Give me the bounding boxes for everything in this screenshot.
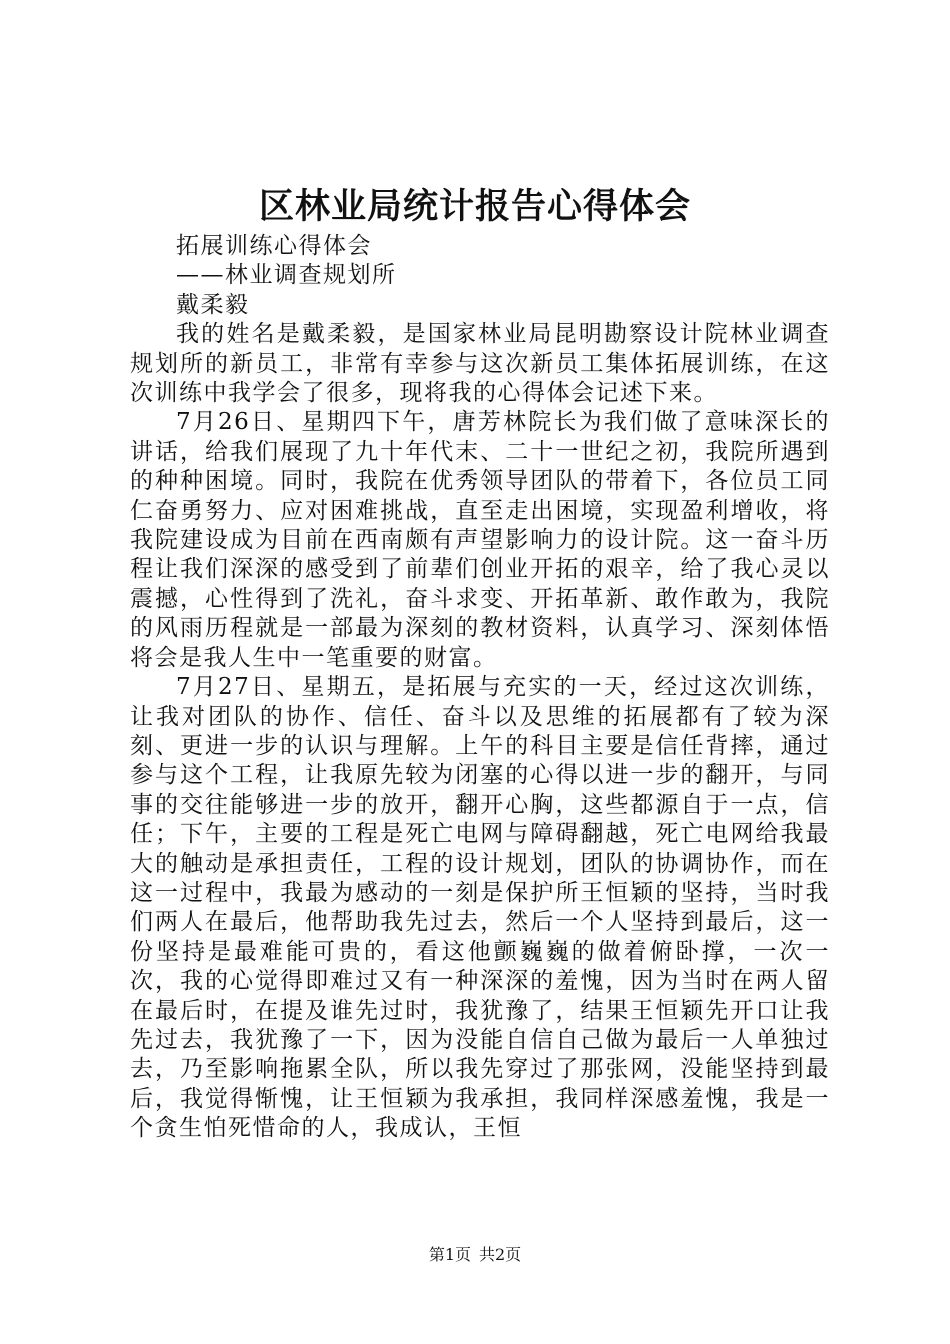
paragraph: 7月27日、星期五，是拓展与充实的一天，经过这次训练，让我对团队的协作、信任、奋斗以及思维的拓展都有了较为深刻、更进一步的认识与理解。上午的科目主要是信任背摔，通过参与这个工程，让我原先较为闭塞的心得以进一步的翻开，与同事的交往能够进一步的放开，翻开心胸，这些都源自于一点，信任；下午，主要的工程是死亡电网与障碍翻越，死亡电网给我最大的触动是承担责任，工程的设计规划，团队的协调协作，而在这一过程中，我最为感动的一刻是保护所王恒颖的坚持，当时我们两人在最后，他帮助我先过去，然后一个人坚持到最后，这一份坚持是最难能可贵的，看这他颤巍巍的做着俯卧撑，一次一次，我的心觉得即难过又有一种深深的羞愧，因为当时在两人留在最后时，在提及谁先过时，我犹豫了，结果王恒颖先开口让我先过去，我犹豫了一下，因为没能自信自己做为最后一人单独过去，乃至影响拖累全队，所以我先穿过了那张网，没能坚持到最后，我觉得惭愧，让王恒颖为我承担，我同样深感羞愧，我是一个贪生怕死惜命的人，我成认，王恒 (130, 674, 830, 1142)
paragraph: 7月26日、星期四下午，唐芳林院长为我们做了意味深长的讲话，给我们展现了九十年代末、二十一世纪之初，我院所遇到的种种困境。同时，我院在优秀领导团队的带着下，各位员工同仁奋勇努力、应对困难挑战，直至走出困境，实现盈利增收，将我院建设成为目前在西南颇有声望影响力的设计院。这一奋斗历程让我们深深的感受到了前辈们创业开拓的艰辛，给了我心灵以震撼，心性得到了洗礼，奋斗求变、开拓革新、敢作敢为，我院的风雨历程就是一部最为深刻的教材资料，认真学习、深刻体悟将会是我人生中一笔重要的财富。 (130, 409, 830, 671)
document-body (130, 232, 830, 1144)
document-title: 区林业局统计报告心得体会 (258, 186, 691, 227)
subtitle: 拓展训练心得体会 (176, 233, 372, 259)
paragraph: 我的姓名是戴柔毅，是国家林业局昆明勘察设计院林业调查规划所的新员工，非常有幸参与这次新员工集体拓展训练，在这次训练中我学会了很多，现将我的心得体会记述下来。 (130, 321, 830, 407)
organization-line: ——林业调查规划所 (176, 262, 397, 289)
page-total: 共2页 (479, 1245, 522, 1264)
author-name: 戴柔毅 (176, 291, 250, 318)
page-footer (0, 1244, 950, 1266)
page-number: 第1页 (428, 1245, 471, 1264)
